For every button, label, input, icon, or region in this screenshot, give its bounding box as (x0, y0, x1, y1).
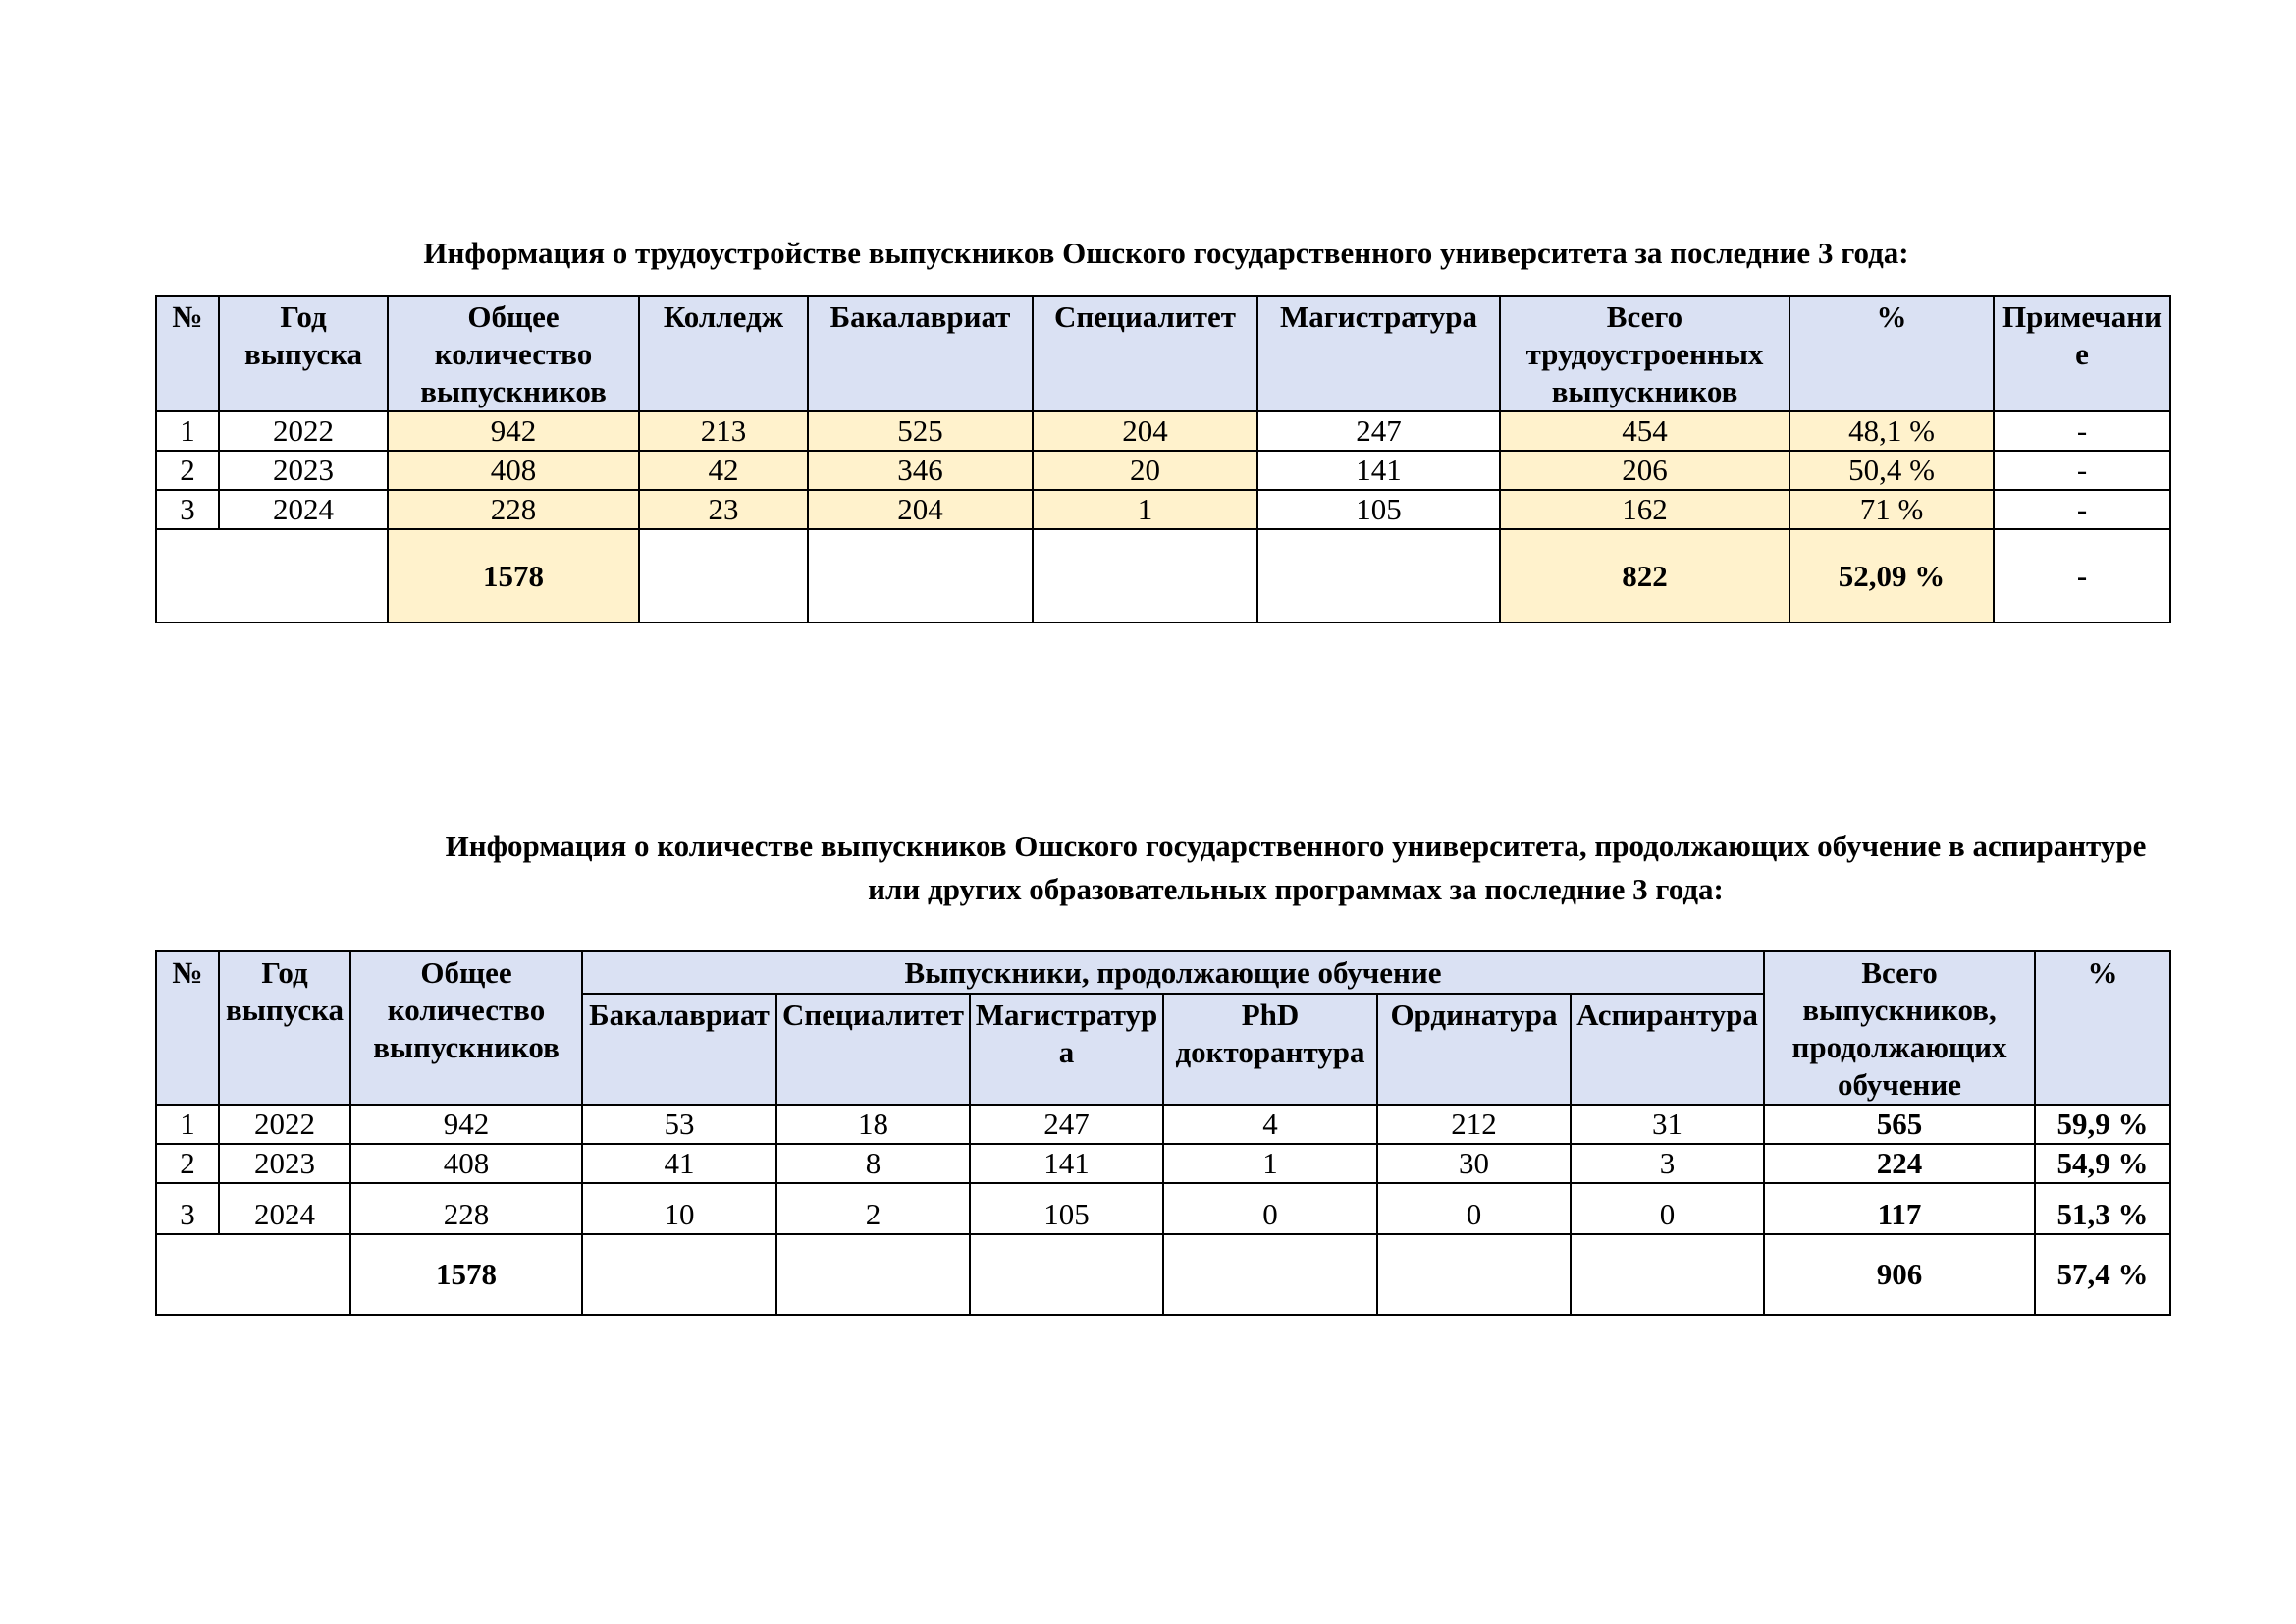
table1-title: Информация о трудоустройстве выпускников Ошского государственного университета за последние 3 года: (423, 236, 1909, 270)
col-header-total: Общее количество выпускников (388, 296, 639, 411)
cell-phd: 0 (1163, 1183, 1377, 1234)
cell-note: - (1994, 490, 2170, 529)
col-header-residency: Ординатура (1377, 994, 1571, 1105)
cell-continuing-sum: 906 (1764, 1234, 2035, 1315)
cell-empty (1377, 1234, 1571, 1315)
cell-phd: 4 (1163, 1105, 1377, 1144)
cell-college: 23 (639, 490, 808, 529)
cell-specialist: 8 (776, 1144, 970, 1183)
col-header-bachelor: Бакалавриат (582, 994, 776, 1105)
cell-continuing: 117 (1764, 1183, 2035, 1234)
cell-percent: 59,9 % (2035, 1105, 2170, 1144)
cell-specialist: 204 (1033, 411, 1257, 451)
cell-empty (156, 529, 388, 623)
cell-residency: 212 (1377, 1105, 1571, 1144)
col-header-phd: PhD докторантура (1163, 994, 1377, 1105)
cell-percent: 48,1 % (1789, 411, 1994, 451)
cell-employed: 454 (1500, 411, 1789, 451)
cell-total: 942 (388, 411, 639, 451)
table-row (156, 490, 2170, 529)
cell-bachelor: 346 (808, 451, 1033, 490)
col-header-num: № (156, 951, 219, 1105)
cell-continuing: 224 (1764, 1144, 2035, 1183)
cell-note: - (1994, 451, 2170, 490)
cell-percent-sum: 52,09 % (1789, 529, 1994, 623)
cell-empty (1163, 1234, 1377, 1315)
cell-note: - (1994, 411, 2170, 451)
col-header-bachelor: Бакалавриат (808, 296, 1033, 411)
cell-empty (639, 529, 808, 623)
cell-num: 2 (156, 451, 219, 490)
table1-header-row (156, 296, 2170, 411)
cell-num: 1 (156, 411, 219, 451)
cell-master: 247 (970, 1105, 1163, 1144)
col-header-total: Общее количество выпускников (350, 951, 582, 1105)
cell-residency: 30 (1377, 1144, 1571, 1183)
cell-empty (776, 1234, 970, 1315)
cell-percent-sum: 57,4 % (2035, 1234, 2170, 1315)
col-header-employed: Всего трудоустроенных выпускников (1500, 296, 1789, 411)
cell-empty (156, 1234, 350, 1315)
col-header-note: Примечание (1994, 296, 2170, 411)
table1-total-row (156, 529, 2170, 623)
cell-empty (970, 1234, 1163, 1315)
cell-bachelor: 41 (582, 1144, 776, 1183)
cell-percent: 50,4 % (1789, 451, 1994, 490)
col-header-specialist: Специалитет (1033, 296, 1257, 411)
cell-total: 942 (350, 1105, 582, 1144)
cell-master: 105 (970, 1183, 1163, 1234)
cell-specialist: 18 (776, 1105, 970, 1144)
cell-year: 2024 (219, 1183, 350, 1234)
cell-residency: 0 (1377, 1183, 1571, 1234)
col-header-continuing: Всего выпускников, продолжающих обучение (1764, 951, 2035, 1105)
cell-phd: 1 (1163, 1144, 1377, 1183)
col-header-year: Год выпуска (219, 296, 388, 411)
col-header-percent: % (1789, 296, 1994, 411)
cell-master: 105 (1257, 490, 1500, 529)
cell-bachelor: 204 (808, 490, 1033, 529)
cell-num: 3 (156, 1183, 219, 1234)
table-row (156, 411, 2170, 451)
col-header-postgrad: Аспирантура (1571, 994, 1764, 1105)
cell-employed: 162 (1500, 490, 1789, 529)
table-row (156, 1105, 2170, 1144)
cell-year: 2022 (219, 411, 388, 451)
cell-year: 2023 (219, 1144, 350, 1183)
table-row (156, 1183, 2170, 1234)
cell-year: 2022 (219, 1105, 350, 1144)
cell-empty (1257, 529, 1500, 623)
cell-total: 228 (388, 490, 639, 529)
cell-bachelor: 53 (582, 1105, 776, 1144)
cell-total-sum: 1578 (388, 529, 639, 623)
cell-empty (808, 529, 1033, 623)
cell-college: 42 (639, 451, 808, 490)
cell-bachelor: 525 (808, 411, 1033, 451)
table-row (156, 451, 2170, 490)
cell-total: 408 (350, 1144, 582, 1183)
cell-percent: 51,3 % (2035, 1183, 2170, 1234)
table2-title (275, 825, 2296, 911)
col-header-num: № (156, 296, 219, 411)
cell-empty (582, 1234, 776, 1315)
cell-employed-sum: 822 (1500, 529, 1789, 623)
cell-num: 3 (156, 490, 219, 529)
cell-specialist: 2 (776, 1183, 970, 1234)
cell-bachelor: 10 (582, 1183, 776, 1234)
table2-total-row (156, 1234, 2170, 1315)
cell-total: 408 (388, 451, 639, 490)
cell-postgrad: 3 (1571, 1144, 1764, 1183)
cell-total: 228 (350, 1183, 582, 1234)
cell-specialist: 20 (1033, 451, 1257, 490)
cell-postgrad: 0 (1571, 1183, 1764, 1234)
table2-header-row (156, 951, 2170, 994)
cell-year: 2024 (219, 490, 388, 529)
col-header-group: Выпускники, продолжающие обучение (582, 951, 1764, 994)
cell-total-sum: 1578 (350, 1234, 582, 1315)
cell-postgrad: 31 (1571, 1105, 1764, 1144)
cell-continuing: 565 (1764, 1105, 2035, 1144)
cell-percent: 71 % (1789, 490, 1994, 529)
col-header-specialist: Специалитет (776, 994, 970, 1105)
cell-num: 2 (156, 1144, 219, 1183)
col-header-master: Магистратура (1257, 296, 1500, 411)
table-row (156, 1144, 2170, 1183)
col-header-college: Колледж (639, 296, 808, 411)
table2-title-line1: Информация о количестве выпускников Ошского государственного университета, продолжающих обучение в аспирантуре (445, 829, 2147, 863)
cell-master: 141 (1257, 451, 1500, 490)
cell-college: 213 (639, 411, 808, 451)
col-header-percent: % (2035, 951, 2170, 1105)
cell-empty (1033, 529, 1257, 623)
cell-master: 247 (1257, 411, 1500, 451)
cell-num: 1 (156, 1105, 219, 1144)
cell-empty (1571, 1234, 1764, 1315)
cell-employed: 206 (1500, 451, 1789, 490)
cell-year: 2023 (219, 451, 388, 490)
cell-specialist: 1 (1033, 490, 1257, 529)
continuing-education-table (155, 950, 2171, 1316)
cell-percent: 54,9 % (2035, 1144, 2170, 1183)
col-header-year: Год выпуска (219, 951, 350, 1105)
cell-master: 141 (970, 1144, 1163, 1183)
employment-table (155, 295, 2171, 623)
table2-title-line2: или других образовательных программах за последние 3 года: (868, 872, 1724, 906)
col-header-master: Магистратура (970, 994, 1163, 1105)
cell-note-sum: - (1994, 529, 2170, 623)
